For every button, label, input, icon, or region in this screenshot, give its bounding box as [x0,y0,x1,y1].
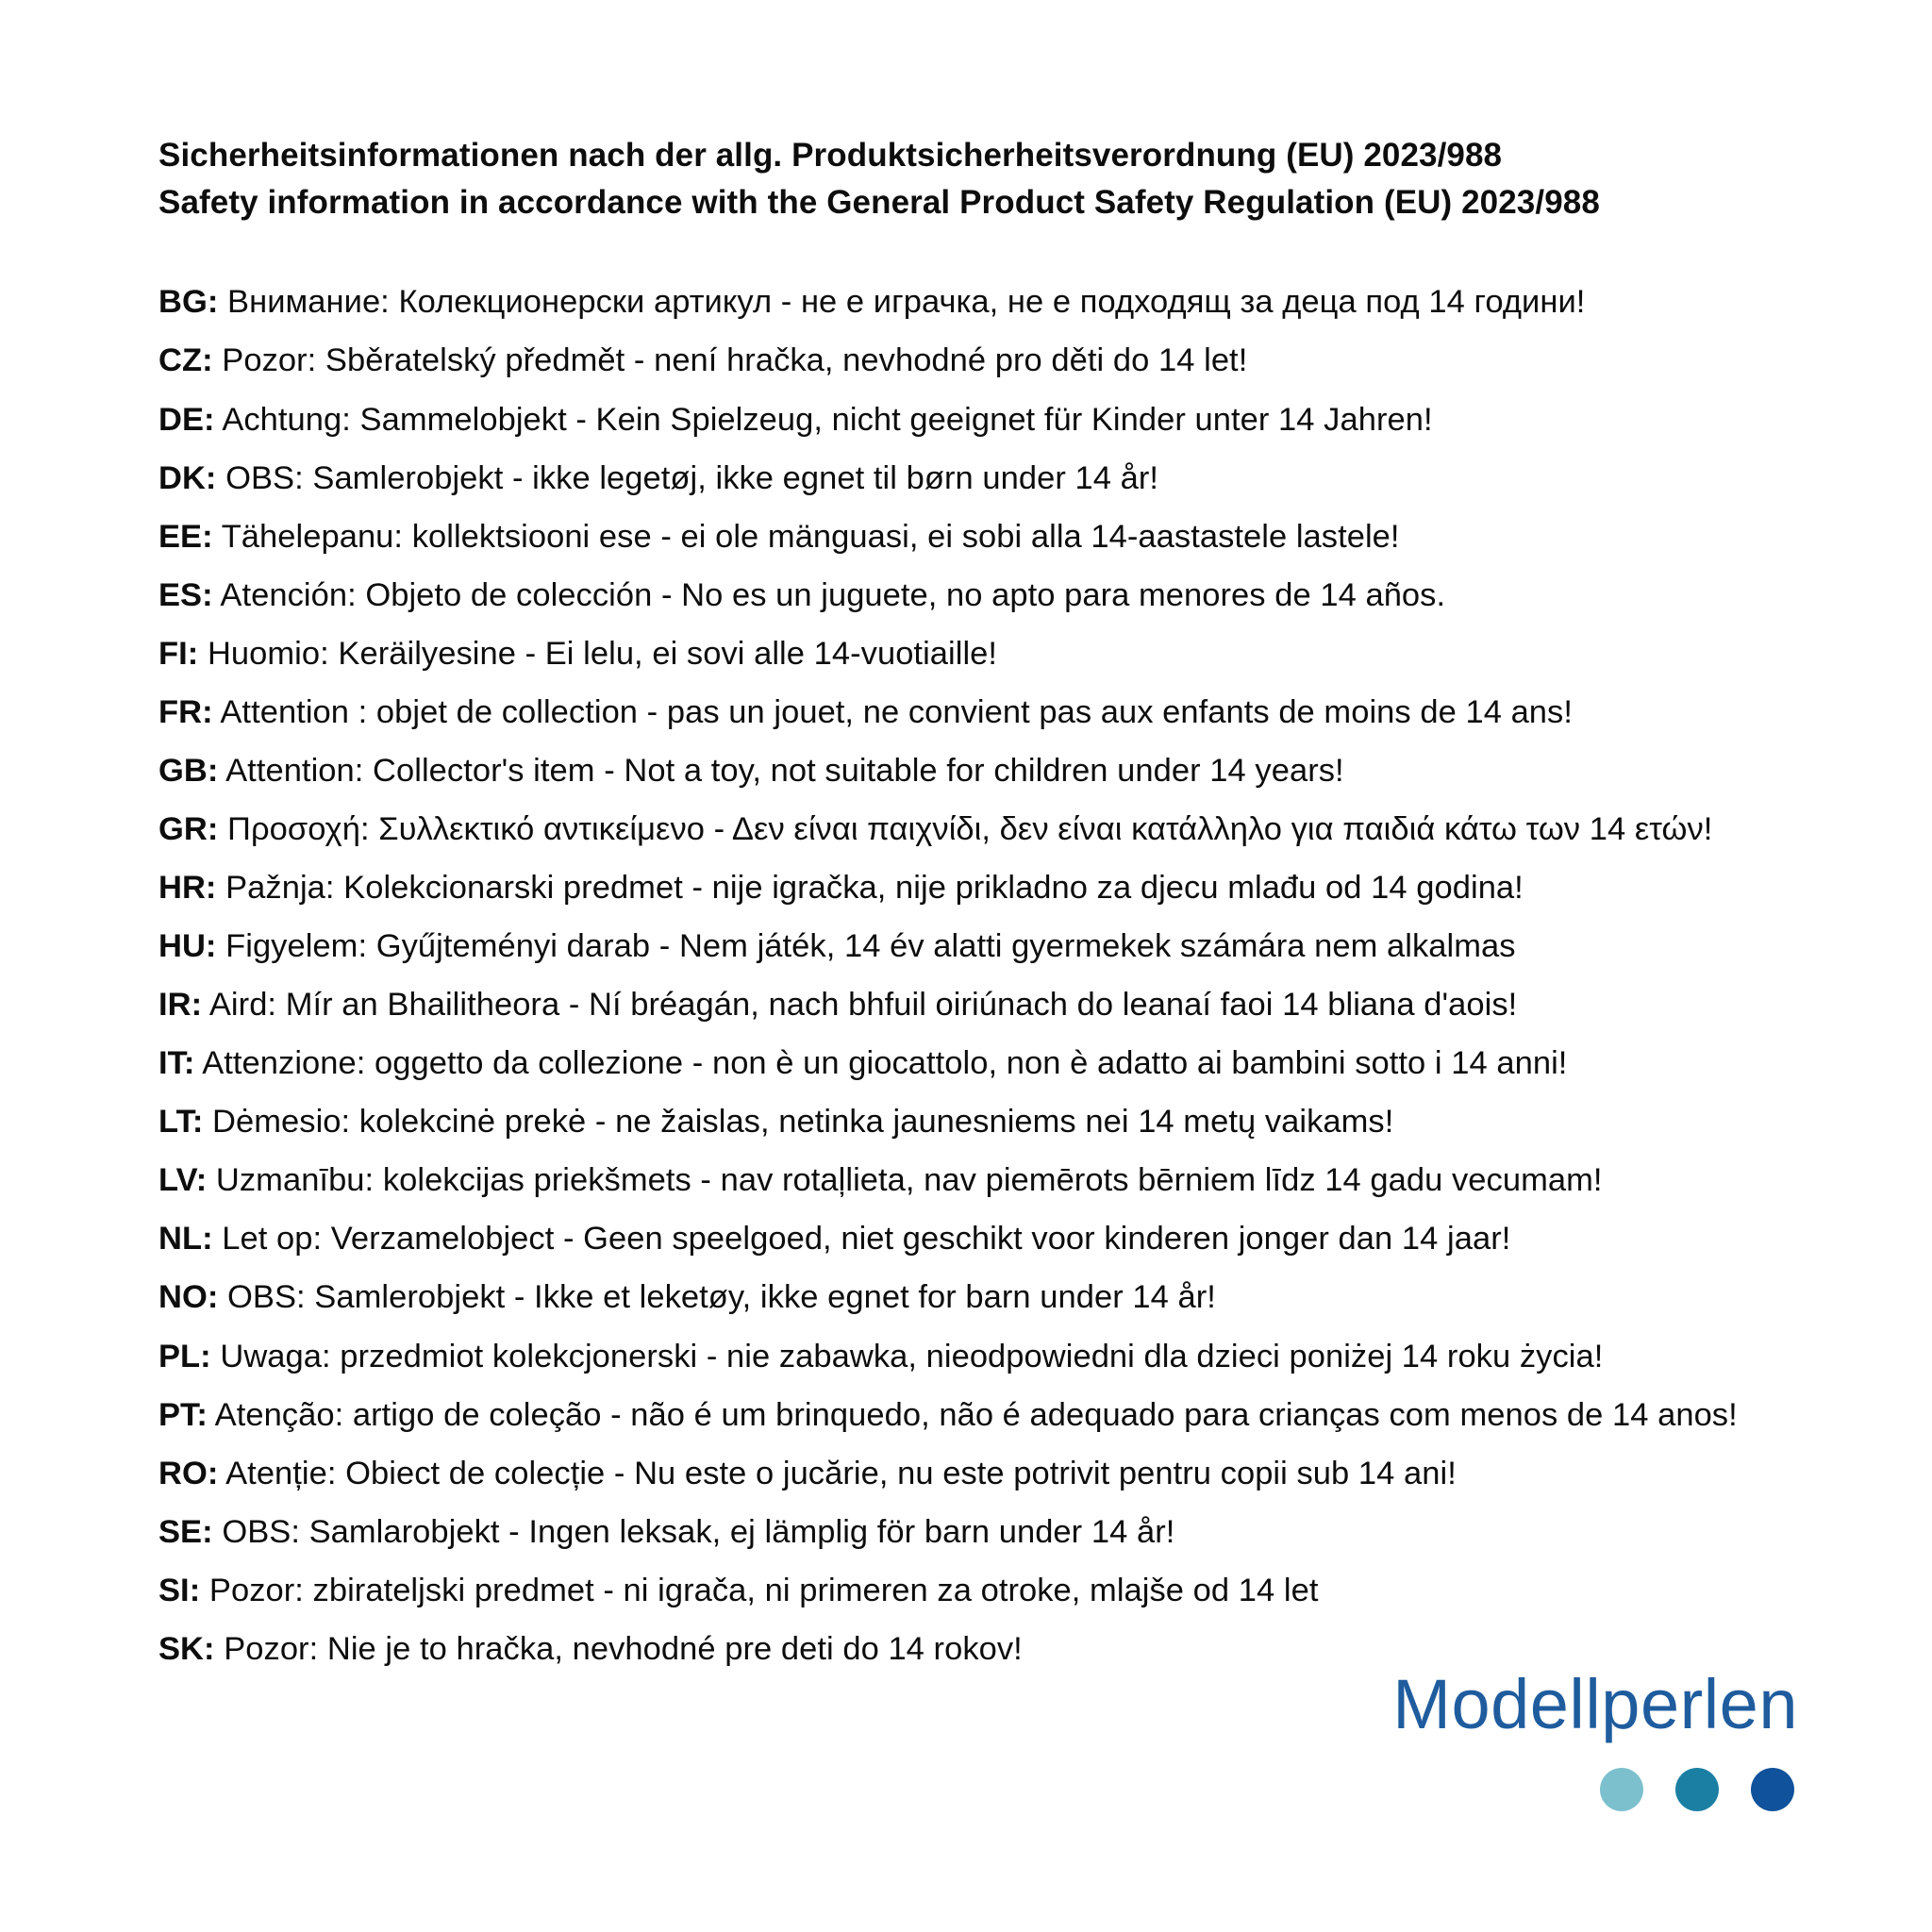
language-text: Uzmanību: kolekcijas priekšmets - nav rotaļlieta, nav piemērots bērniem līdz 14 gadu vecumam! [215,1162,1603,1199]
list-item [158,1567,1790,1616]
language-text: Pozor: zbirateljski predmet - ni igrača, ni primeren za otroke, mlajše od 14 let [208,1572,1319,1608]
page-title-line-en: Safety information in accordance with the General Product Safety Regulation (EU) 2023/988 [158,183,1600,221]
list-item [158,747,1790,796]
language-code: RO: [158,1455,219,1491]
language-text: Atención: Objeto de colección - No es un juguete, no apto para menores de 14 años. [220,576,1446,613]
list-item [158,630,1790,679]
language-text: Pozor: Sběratelský předmět - není hračka, nevhodné pro děti do 14 let! [222,342,1248,379]
list-item [158,1508,1790,1557]
page-title-line-de: Sicherheitsinformationen nach der allg. Produktsicherheitsverordnung (EU) 2023/988 [158,137,1503,174]
brand-logo [1270,1665,1798,1811]
language-code: FR: [158,693,213,730]
language-code: NL: [158,1221,213,1257]
language-code: BG: [158,284,219,321]
language-text: Dėmesio: kolekcinė prekė - ne žaislas, netinka jaunesniems nei 14 metų vaikams! [212,1104,1394,1141]
language-text: Achtung: Sammelobjekt - Kein Spielzeug, nicht geeignet für Kinder unter 14 Jahren! [222,401,1433,438]
language-text: Pozor: Nie je to hračka, nevhodné pre deti do 14 rokov! [224,1630,1023,1667]
language-code: EE: [158,518,213,555]
language-text: Figyelem: Gyűjteményi darab - Nem játék, 14 év alatti gyermekek számára nem alkalmas [225,928,1516,965]
language-code: GR: [158,810,219,847]
language-text: Pažnja: Kolekcionarski predmet - nije igračka, nije prikladno za djecu mlađu od 14 godina! [225,870,1524,906]
language-text: Uwaga: przedmiot kolekcjonerski - nie zabawka, nieodpowiedni dla dzieci poniżej 14 roku życia! [220,1338,1604,1374]
language-code: GB: [158,752,219,789]
language-code: LV: [158,1162,208,1199]
brand-name: Modellperlen [1392,1665,1798,1743]
language-code: PL: [158,1338,211,1374]
language-text: OBS: Samlarobjekt - Ingen leksak, ej lämplig för barn under 14 år! [222,1513,1175,1550]
language-code: SI: [158,1572,201,1608]
list-item [158,572,1790,621]
language-code: HR: [158,870,217,906]
language-code: IR: [158,987,203,1024]
page-title [158,132,1790,225]
list-item [158,455,1790,504]
list-item [158,513,1790,562]
list-item [158,1098,1790,1147]
language-text: Atenção: artigo de coleção - não é um brinquedo, não é adequado para crianças com menos de 14 anos! [214,1396,1738,1433]
list-item [158,981,1790,1030]
list-item [158,689,1790,738]
brand-dot-teal-icon [1675,1768,1719,1811]
list-item [158,806,1790,855]
list-item [158,1157,1790,1206]
language-code: SK: [158,1630,215,1667]
language-code: NO: [158,1279,219,1316]
language-text: Attenzione: oggetto da collezione - non è un giocattolo, non è adatto ai bambini sotto i 14 anni! [202,1045,1568,1082]
list-item [158,1391,1790,1441]
list-item [158,923,1790,972]
language-warning-list [158,278,1790,1674]
language-code: DK: [158,459,217,496]
list-item [158,337,1790,386]
language-text: OBS: Samlerobjekt - Ikke et leketøy, ikke egnet for barn under 14 år! [227,1279,1216,1316]
list-item [158,278,1790,327]
language-text: Προσοχή: Συλλεκτικό αντικείμενο - Δεν είναι παιχνίδι, δεν είναι κατάλληλο για παιδιά κάτω των 14 ετών! [227,810,1713,847]
language-code: HU: [158,928,217,965]
list-item [158,396,1790,445]
list-item [158,1450,1790,1499]
language-code: PT: [158,1396,208,1433]
language-code: LT: [158,1104,204,1141]
language-code: DE: [158,401,215,438]
language-code: IT: [158,1045,195,1082]
brand-dot-blue-icon [1751,1768,1794,1811]
language-text: Atenție: Obiect de colecție - Nu este o jucărie, nu este potrivit pentru copii sub 14 ani! [225,1455,1457,1491]
language-text: Attention : objet de collection - pas un jouet, ne convient pas aux enfants de moins de 14 ans! [220,693,1573,730]
language-code: SE: [158,1513,213,1550]
language-text: OBS: Samlerobjekt - ikke legetøj, ikke egnet til børn under 14 år! [225,459,1159,496]
brand-dot-light-icon [1600,1768,1643,1811]
language-text: Attention: Collector's item - Not a toy, not suitable for children under 14 years! [225,752,1344,789]
list-item [158,1274,1790,1323]
brand-dots [1270,1768,1798,1811]
language-text: Tähelepanu: kollektsiooni ese - ei ole mänguasi, ei sobi alla 14-aastastele lastele! [221,518,1400,555]
language-text: Внимание: Колекционерски артикул - не е играчка, не е подходящ за деца под 14 години! [227,284,1586,321]
list-item [158,864,1790,913]
language-code: CZ: [158,342,213,379]
language-text: Aird: Mír an Bhailitheora - Ní bréagán, nach bhfuil oiriúnach do leanaí faoi 14 bliana d'aois! [208,987,1518,1024]
list-item [158,1040,1790,1089]
language-text: Let op: Verzamelobject - Geen speelgoed, niet geschikt voor kinderen jonger dan 14 jaar! [222,1221,1511,1257]
language-code: ES: [158,576,213,613]
list-item [158,1333,1790,1382]
language-code: FI: [158,635,199,672]
list-item [158,1215,1790,1264]
language-text: Huomio: Keräilyesine - Ei lelu, ei sovi alle 14-vuotiaille! [207,635,998,672]
